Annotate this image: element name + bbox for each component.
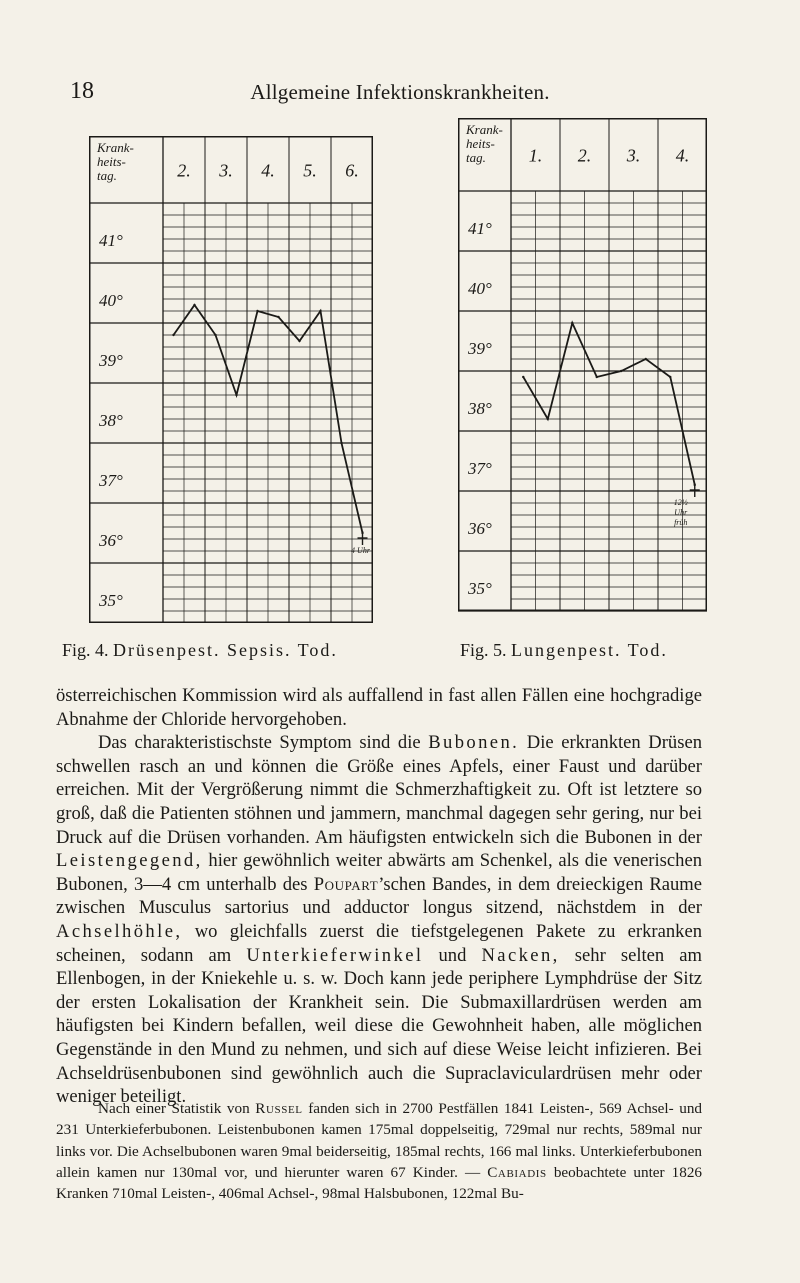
- day-label: 3.: [219, 160, 233, 181]
- temperature-point: [596, 376, 598, 378]
- p2-bubonen: Bubonen.: [428, 732, 520, 754]
- header-label-line: tag.: [97, 168, 117, 183]
- temperature-point: [214, 334, 216, 336]
- temperature-point: [277, 316, 279, 318]
- body-text: [56, 684, 702, 1109]
- temperature-label: 41°: [468, 219, 492, 239]
- p2-unterkieferwinkel: Unterkieferwinkel: [246, 944, 424, 966]
- day-label: 2.: [177, 160, 191, 181]
- fig4-temperature-chart: [89, 136, 374, 623]
- temperature-point: [193, 304, 195, 306]
- fig4-caption-title: Drüsenpest. Sepsis. Tod.: [113, 640, 338, 660]
- temperature-point: [571, 322, 573, 324]
- temperature-label: 36°: [99, 531, 123, 551]
- temperature-point: [340, 442, 342, 444]
- figure-4-chart: [89, 136, 374, 623]
- temperature-label: 40°: [468, 279, 492, 299]
- footnote-a: Nach einer Statistik von: [98, 1100, 250, 1117]
- temperature-point: [645, 358, 647, 360]
- p2-poupart: Poupart: [313, 873, 379, 895]
- p2-nacken: Nacken,: [481, 944, 560, 966]
- day-label: 1.: [528, 145, 543, 166]
- paragraph-2: [56, 731, 702, 1109]
- header-label-line: Krank-: [466, 122, 503, 137]
- temperature-label: 35°: [99, 591, 123, 611]
- p2-e: sehr selten am Ellenbogen, in der Kniekehle u. s. w. Doch kann jede periphere Lymphdrüse der Sitz der ersten Lokalisation der Krankheit sein. Die Submaxillardrüsen werden am häufigsten bei Kindern befallen, weil diese die Gewohnheit haben, alle möglichen Gegenstände in den Mund zu nehmen, und sich auf diese Weise leicht infizieren. Bei Achseldrüsenbubonen sind gewöhnlich auch die Supraclaviculardrüsen mehr oder weniger beteiligt.: [56, 944, 702, 1108]
- curve-annotation: früh: [674, 518, 688, 527]
- temperature-label: 39°: [99, 351, 123, 371]
- temperature-point: [172, 334, 174, 336]
- temperature-label: 38°: [468, 399, 492, 419]
- day-label: 3.: [626, 145, 641, 166]
- temperature-point: [298, 340, 300, 342]
- footnote: [56, 1098, 702, 1204]
- figure-4-caption: [62, 640, 338, 661]
- p2-c: ’schen Bandes, in dem dreieckigen Raume zwischen Musculus sartorius und adductor longus sitzend, nächstdem in der: [56, 873, 702, 919]
- header-label-line: heits-: [466, 136, 495, 151]
- temperature-label: 38°: [99, 411, 123, 431]
- footnote-russel: Russel: [255, 1100, 303, 1117]
- header-label-line: heits-: [97, 154, 126, 169]
- temperature-label: 41°: [99, 231, 123, 251]
- curve-annotation: 12½: [673, 498, 688, 507]
- p2-und: und: [438, 944, 467, 966]
- temperature-point: [547, 418, 549, 420]
- footnote-c: beobachtete unter 1826 Kranken 710mal Leisten-, 406mal Achsel-, 98mal Halsbubonen, 122mal Bu-: [56, 1163, 703, 1203]
- footnote-paragraph: [56, 1098, 702, 1204]
- header-label-line: tag.: [466, 150, 486, 165]
- curve-annotation: Uhr: [674, 508, 688, 517]
- footnote-b: fanden sich in 2700 Pestfällen 1841 Leisten-, 569 Achsel- und 231 Unterkieferbubonen. Leistenbubonen kamen 175mal doppelseitig, 729mal nur rechts, 589mal nur links vor. Die Achselbubonen waren 9mal beiderseitig, 185mal rechts, 166 mal links. Unterkieferbubonen allein kamen nur 130mal vor, und hierunter waren 67 Kinder. —: [56, 1100, 703, 1181]
- p2-a: Die erkrankten Drüsen schwellen rasch an und können die Größe eines Apfels, einer Faust und darüber erreichen. Mit der Vergrößerung nimmt die Schmerzhaftigkeit zu. Oft ist letztere so groß, daß die Patienten stöhnen und jammern, manchmal dagegen sehr gering, nur bei Druck auf die Drüsen vorhanden. Am häufigsten entwickeln sich die Bubonen in der: [56, 732, 703, 848]
- day-label: 4.: [675, 145, 690, 166]
- header-label-line: Krank-: [97, 140, 134, 155]
- curve-annotation: 4 Uhr: [351, 546, 370, 555]
- temperature-label: 36°: [468, 519, 492, 539]
- p2-d: wo gleichfalls zuerst die tiefstgelegenen Pakete zu erkranken scheinen, sodann am: [56, 920, 702, 966]
- fig5-caption-number: Fig. 5.: [460, 640, 507, 660]
- temperature-point: [522, 376, 524, 378]
- temperature-label: 37°: [468, 459, 492, 479]
- chart-frame: [459, 119, 707, 611]
- temperature-label: 35°: [468, 579, 492, 599]
- day-label: 6.: [345, 160, 359, 181]
- temperature-label: 39°: [468, 339, 492, 359]
- figure-5-chart: [458, 118, 708, 618]
- running-head: Allgemeine Infektionskrankheiten.: [250, 80, 550, 104]
- temperature-point: [669, 376, 671, 378]
- fig5-caption-title: Lungenpest. Tod.: [511, 640, 668, 660]
- temperature-label: 37°: [99, 471, 123, 491]
- figure-5-caption: [460, 640, 668, 661]
- temperature-point: [235, 394, 237, 396]
- fig5-temperature-chart: [458, 118, 708, 618]
- fig4-caption-number: Fig. 4.: [62, 640, 109, 660]
- p2-b: hier gewöhnlich weiter abwärts am Schenkel, als die venerischen Bubonen, 3—4 cm unterhalb des: [56, 850, 702, 895]
- p2-start: Das charakteristischste Symptom sind die: [98, 732, 421, 754]
- day-label: 4.: [261, 160, 275, 181]
- temperature-point: [256, 310, 258, 312]
- p2-leistengegend: Leistengegend,: [56, 850, 203, 872]
- temperature-point: [620, 370, 622, 372]
- temperature-point: [319, 310, 321, 312]
- day-label: 5.: [303, 160, 317, 181]
- page-number: 18: [70, 78, 94, 104]
- day-label: 2.: [577, 145, 592, 166]
- p2-achselhoehle: Achselhöhle,: [56, 920, 183, 942]
- temperature-label: 40°: [99, 291, 123, 311]
- paragraph-1: österreichischen Kommission wird als auffallend in fast allen Fällen eine hochgradige Abnahme der Chloride hervorgehoben.: [56, 685, 702, 730]
- footnote-cabiadis: Cabiadis: [487, 1163, 547, 1181]
